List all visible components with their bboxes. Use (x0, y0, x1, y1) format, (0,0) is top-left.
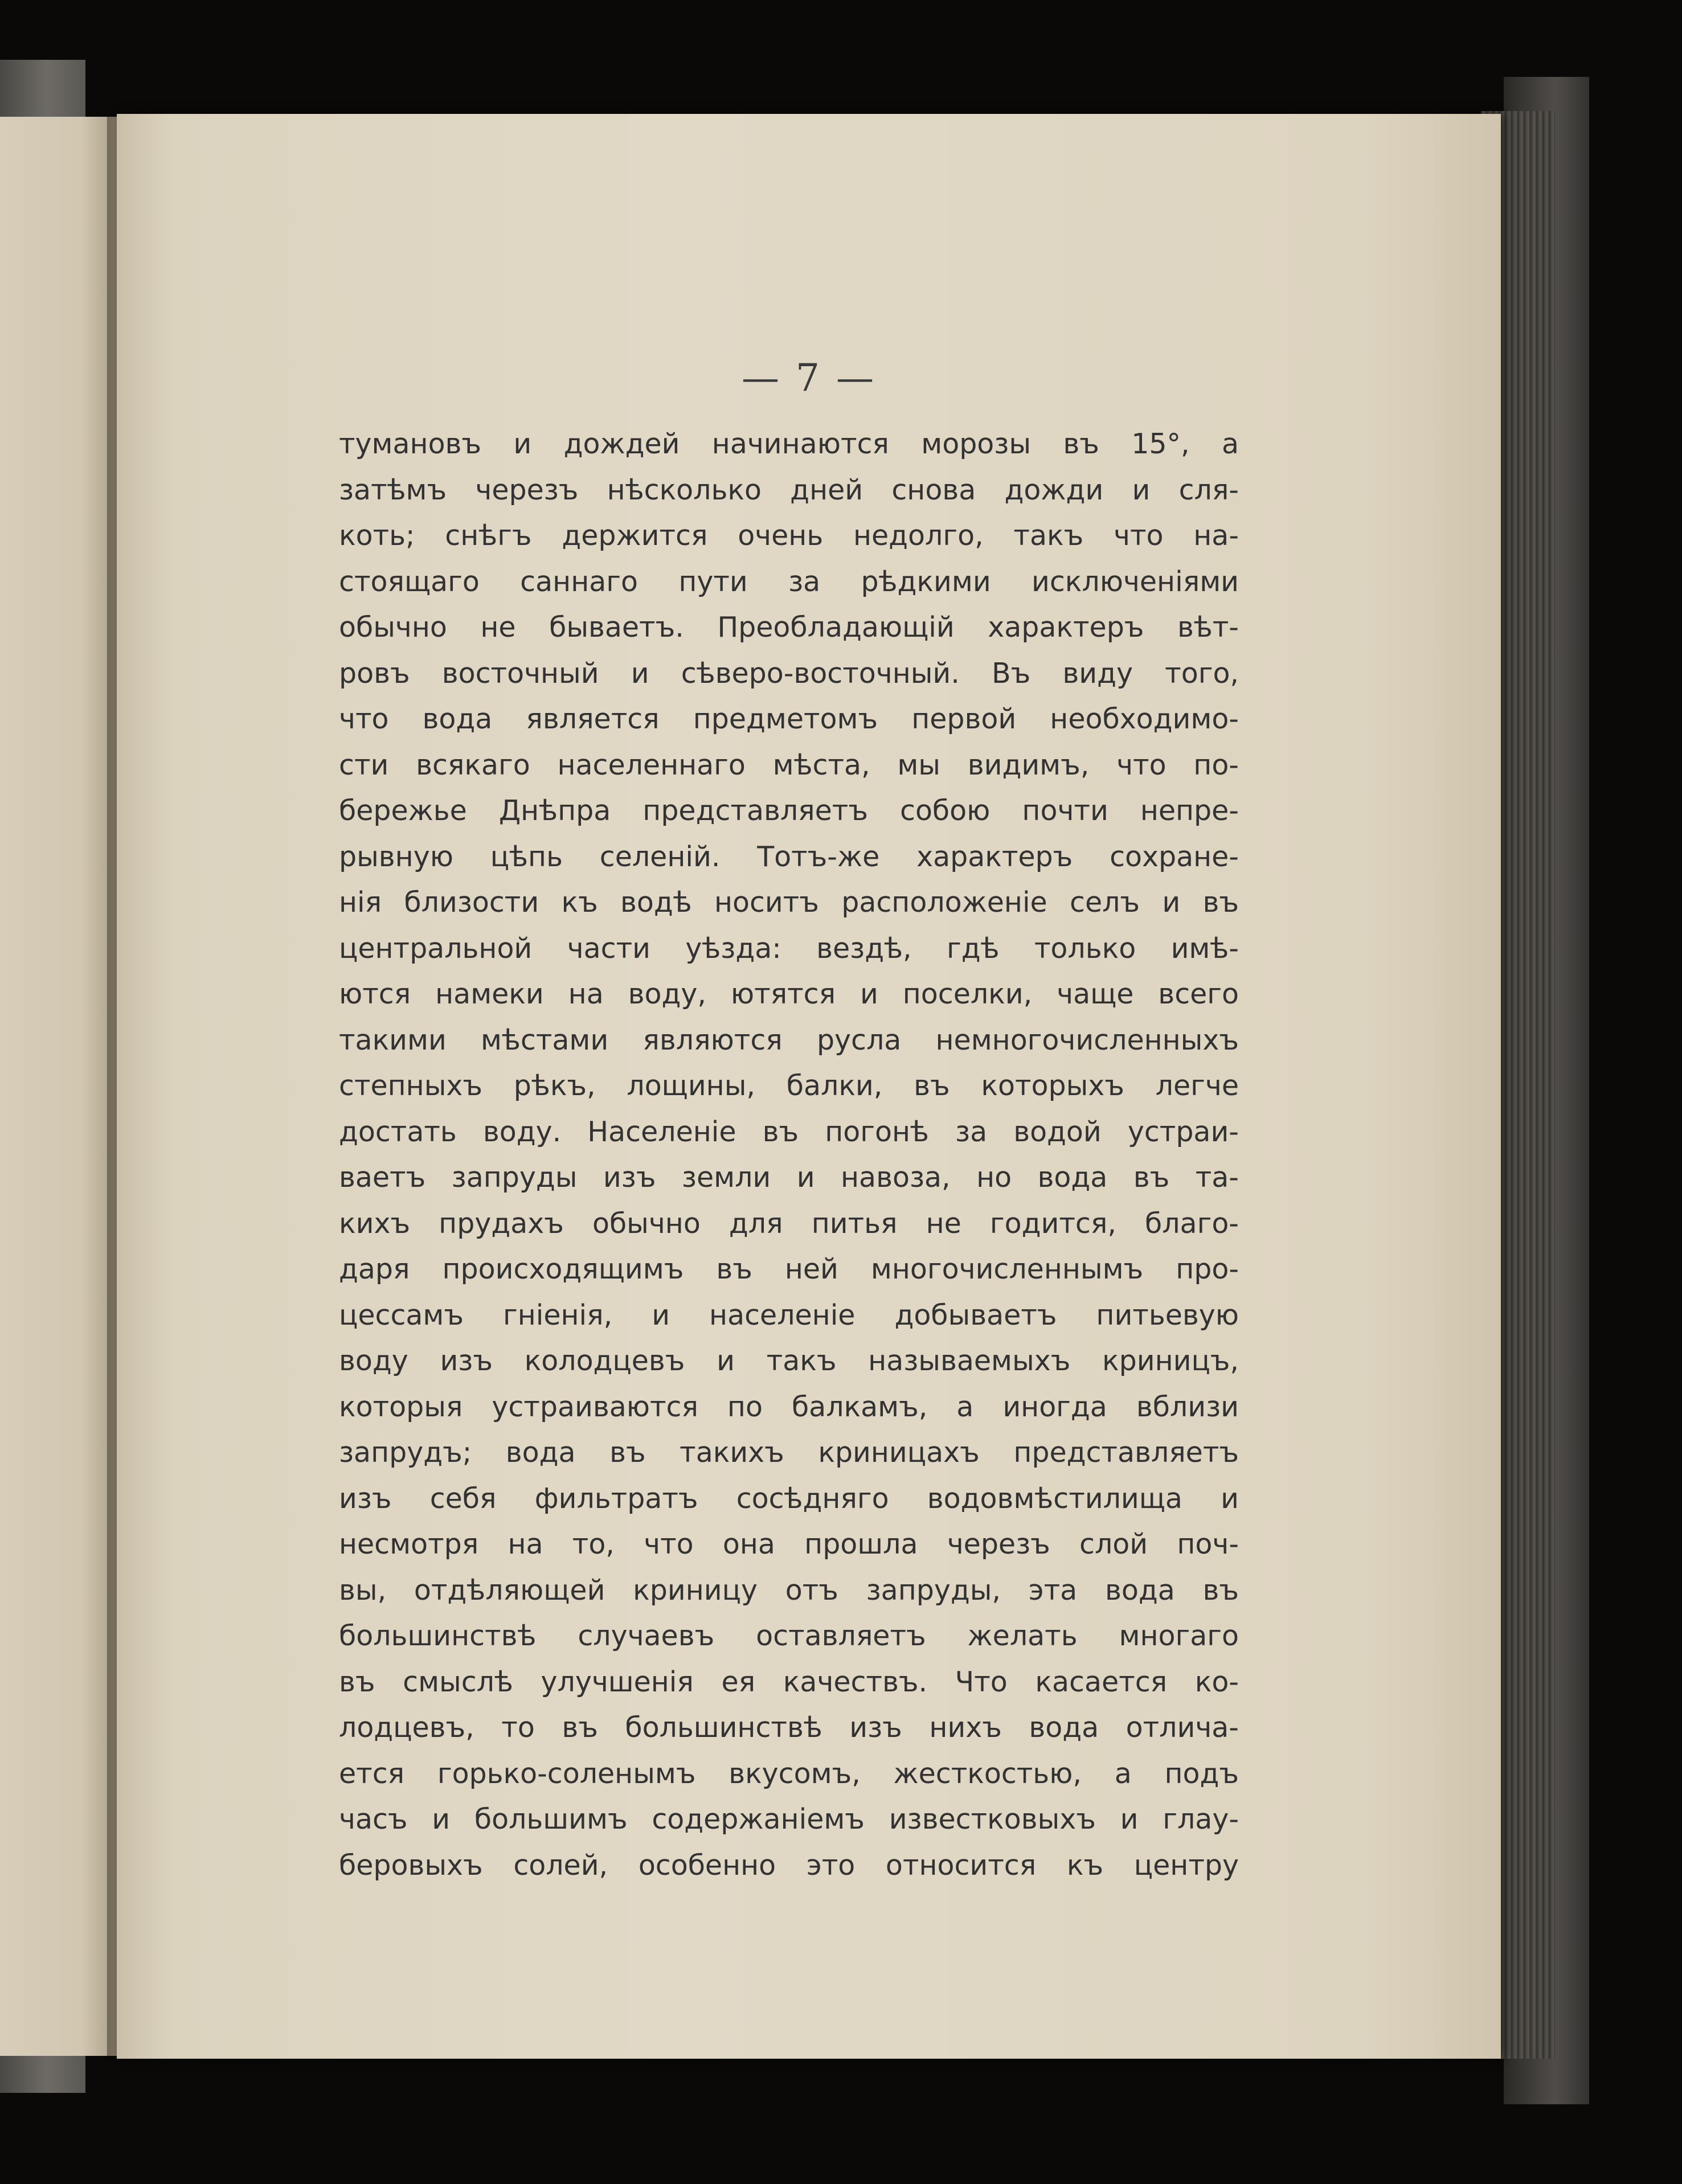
text-line: воду изъ колодцевъ и такъ называемыхъ криницъ, (339, 1345, 1239, 1377)
text-line: ются намеки на воду, ютятся и поселки, чаще всего (339, 978, 1239, 1010)
text-line: часъ и большимъ содержаніемъ известковыхъ и глау- (339, 1803, 1239, 1835)
text-line: лодцевъ, то въ большинствѣ изъ нихъ вода отлича- (339, 1711, 1239, 1744)
text-line: что вода является предметомъ первой необходимо- (339, 703, 1239, 735)
text-line: большинствѣ случаевъ оставляетъ желать многаго (339, 1620, 1239, 1652)
text-line: нія близости къ водѣ носитъ расположеніе селъ и въ (339, 886, 1239, 919)
page-number: — 7 — (742, 356, 876, 400)
text-line: сти всякаго населеннаго мѣста, мы видимъ, что по- (339, 748, 1239, 781)
text-line: достать воду. Населеніе въ погонѣ за водой устраи- (339, 1115, 1239, 1148)
text-line: ровъ восточный и сѣверо-восточный. Въ виду того, (339, 657, 1239, 690)
text-line: кихъ прудахъ обычно для питья не годится, благо- (339, 1207, 1239, 1240)
book-page (117, 114, 1501, 2059)
text-line: въ смыслѣ улучшенія ея качествъ. Что касается ко- (339, 1665, 1239, 1698)
text-line: запрудъ; вода въ такихъ криницахъ представляетъ (339, 1436, 1239, 1469)
text-line: тумановъ и дождей начинаются морозы въ 15°, а (339, 428, 1239, 460)
left-page-edge (0, 117, 117, 2056)
text-line: степныхъ рѣкъ, лощины, балки, въ которыхъ легче (339, 1070, 1239, 1102)
text-line: несмотря на то, что она прошла черезъ слой поч- (339, 1528, 1239, 1560)
text-line: беровыхъ солей, особенно это относится къ центру (339, 1849, 1239, 1882)
text-line: бережье Днѣпра представляетъ собою почти непре- (339, 794, 1239, 827)
text-line: рывную цѣпь селеній. Тотъ-же характеръ сохране- (339, 840, 1239, 873)
text-line: ется горько-соленымъ вкусомъ, жесткостью, а подъ (339, 1757, 1239, 1790)
text-line: изъ себя фильтратъ сосѣдняго водовмѣстилища и (339, 1482, 1239, 1515)
text-line: затѣмъ черезъ нѣсколько дней снова дожди и сля- (339, 473, 1239, 506)
page-body-text (339, 421, 1239, 1888)
text-line: коть; снѣгъ держится очень недолго, такъ что на- (339, 519, 1239, 552)
text-line: такими мѣстами являются русла немногочисленныхъ (339, 1023, 1239, 1056)
text-line: цессамъ гніенія, и населеніе добываетъ питьевую (339, 1298, 1239, 1331)
text-line: стоящаго саннаго пути за рѣдкими исключеніями (339, 565, 1239, 598)
text-line: центральной части уѣзда: вездѣ, гдѣ только имѣ- (339, 932, 1239, 965)
text-line: даря происходящимъ въ ней многочисленнымъ про- (339, 1253, 1239, 1285)
text-line: которыя устраиваются по балкамъ, а иногда вблизи (339, 1390, 1239, 1423)
text-line: вы, отдѣляющей криницу отъ запруды, эта вода въ (339, 1574, 1239, 1607)
text-line: ваетъ запруды изъ земли и навоза, но вода въ та- (339, 1161, 1239, 1194)
text-line: обычно не бываетъ. Преобладающій характеръ вѣт- (339, 611, 1239, 644)
